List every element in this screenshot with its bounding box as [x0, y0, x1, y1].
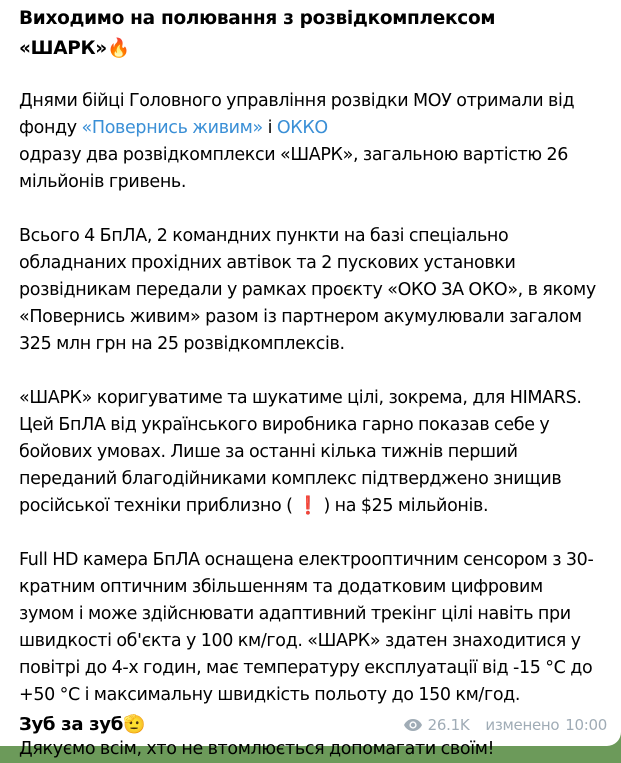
view-count: 26.1K [427, 715, 470, 734]
paragraph-3-text-after: ) на $25 мільйонів. [318, 496, 489, 516]
paragraph-3-text: «ШАРК» коригуватиме та шукатиме цілі, зокрема, для HIMARS. Цей БпЛА від українського виробника гарно показав себе у бойових умовах. Лише за останні кілька тижнів перший переданий благодійниками комплекс підтверджено знищив російської техніки приблизно ( [19, 388, 582, 516]
paragraph-1 [19, 88, 601, 196]
message-time: 10:00 [565, 715, 607, 734]
paragraph-4: Full HD камера БпЛА оснащена електрооптичним сенсором з 30-кратним оптичним збільшенням та додатковим цифровим зумом і може здійснювати адаптивний трекінг цілі навіть при швидкості об'єкта у 100 км/год. «ШАРК» здатен знаходитися у повітрі до 4-х годин, має температуру експлуатації від -15 °C до +50 °C і максимальну швидкість польоту до 150 км/год. [19, 550, 594, 705]
fire-emoji-icon: 🔥 [106, 38, 130, 59]
link-povernys-zhyvym[interactable]: «Повернись живим» [81, 118, 263, 138]
paragraph-1-conjunction: і [262, 118, 277, 138]
paragraph-2: Всього 4 БпЛА, 2 командних пункти на базі спеціально обладнаних прохідних автівок та 2 пускових установки розвідникам передали у рамках проєкту «ОКО ЗА ОКО», в якому «Повернись живим» разом із партнером акумулювали загалом 325 млн грн на 25 розвідкомплексів. [19, 226, 596, 354]
saluting-face-emoji-icon: 🫡 [123, 714, 146, 735]
message-meta [404, 716, 607, 734]
paragraph-3 [19, 385, 601, 520]
message-footer [19, 711, 607, 738]
paragraph-1-text: Днями бійці Головного управління розвідки МОУ отримали від фонду [19, 91, 575, 138]
link-okko[interactable]: ОККО [276, 118, 328, 138]
signature-text: Зуб за зуб [19, 714, 123, 735]
signature [19, 711, 145, 738]
paragraph-1-text-after: одразу два розвідкомплекси «ШАРК», загальною вартістю 26 мільйонів гривень. [19, 145, 569, 192]
edited-label: изменено [485, 715, 560, 734]
post-title [19, 4, 601, 64]
paragraph-5: Дякуємо всім, хто не втомлюється допомагати своїм! [19, 739, 495, 759]
exclamation-emoji-icon: ❗ [297, 496, 319, 516]
eye-icon [404, 719, 422, 731]
post-title-text: Виходимо на полювання з розвідкомплексом «ШАРК» [19, 8, 496, 59]
